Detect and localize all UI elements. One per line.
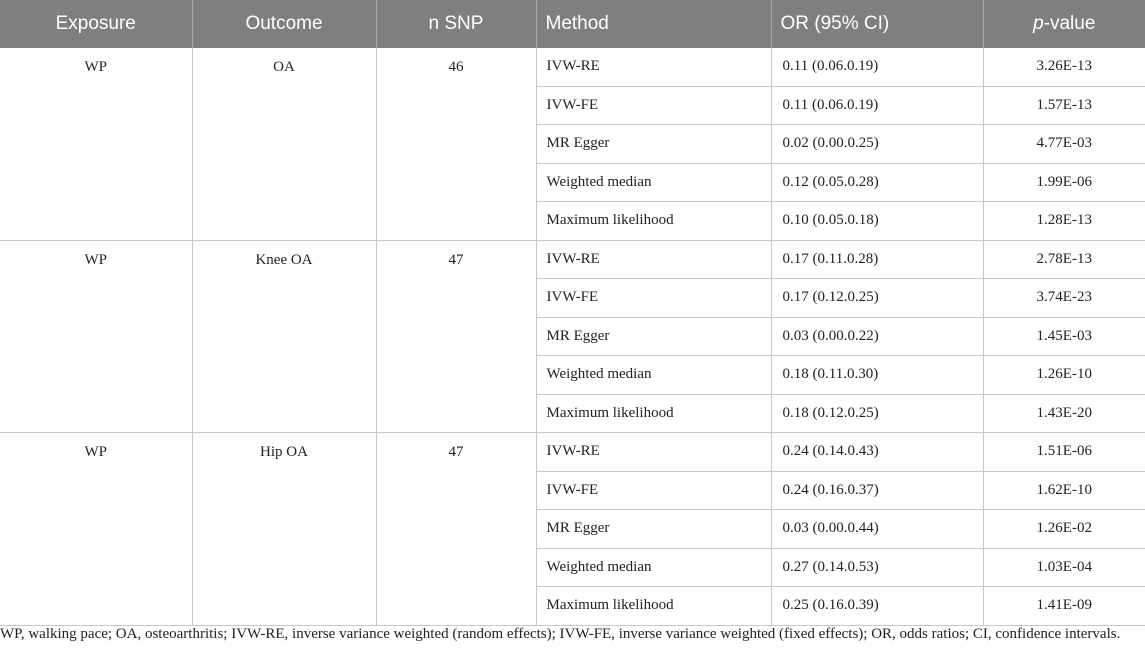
or-ci-cell: 0.18 (0.11.0.30): [771, 356, 983, 395]
method-cell: Weighted median: [536, 163, 771, 202]
p-value-cell: 1.41E-09: [983, 587, 1145, 626]
p-value-cell: 3.26E-13: [983, 48, 1145, 86]
or-ci-cell: 0.12 (0.05.0.28): [771, 163, 983, 202]
p-value-cell: 1.51E-06: [983, 433, 1145, 472]
table-footnote: WP, walking pace; OA, osteoarthritis; IVW-RE, inverse variance weighted (random effects); IVW-FE, inverse variance weighted (fixed effects); OR, odds ratios; CI, confidence intervals.: [0, 626, 1121, 642]
method-cell: MR Egger: [536, 125, 771, 164]
or-ci-cell: 0.24 (0.16.0.37): [771, 471, 983, 510]
or-ci-cell: 0.03 (0.00.0.22): [771, 317, 983, 356]
p-value-cell: 1.99E-06: [983, 163, 1145, 202]
or-ci-cell: 0.24 (0.14.0.43): [771, 433, 983, 472]
method-cell: IVW-FE: [536, 279, 771, 318]
outcome-cell: Hip OA: [192, 433, 376, 626]
header-exposure: Exposure: [0, 0, 192, 48]
method-cell: IVW-RE: [536, 240, 771, 279]
n-snp-cell: 47: [376, 240, 536, 433]
header-or-ci: OR (95% CI): [771, 0, 983, 48]
header-p-value-p: p: [1033, 13, 1044, 34]
p-value-cell: 1.57E-13: [983, 86, 1145, 125]
exposure-cell: WP: [0, 48, 192, 240]
header-method: Method: [536, 0, 771, 48]
p-value-cell: 1.03E-04: [983, 548, 1145, 587]
header-outcome: Outcome: [192, 0, 376, 48]
method-cell: IVW-RE: [536, 433, 771, 472]
or-ci-cell: 0.17 (0.12.0.25): [771, 279, 983, 318]
method-cell: Weighted median: [536, 356, 771, 395]
table-body: [0, 48, 1145, 625]
p-value-cell: 4.77E-03: [983, 125, 1145, 164]
table-row: [0, 240, 1145, 279]
header-p-value: [983, 0, 1145, 48]
header-n-snp: n SNP: [376, 0, 536, 48]
method-cell: MR Egger: [536, 510, 771, 549]
or-ci-cell: 0.03 (0.00.0.44): [771, 510, 983, 549]
or-ci-cell: 0.11 (0.06.0.19): [771, 86, 983, 125]
method-cell: MR Egger: [536, 317, 771, 356]
p-value-cell: 1.26E-10: [983, 356, 1145, 395]
n-snp-cell: 46: [376, 48, 536, 240]
p-value-cell: 3.74E-23: [983, 279, 1145, 318]
header-row: [0, 0, 1145, 48]
or-ci-cell: 0.02 (0.00.0.25): [771, 125, 983, 164]
or-ci-cell: 0.18 (0.12.0.25): [771, 394, 983, 433]
method-cell: Weighted median: [536, 548, 771, 587]
n-snp-cell: 47: [376, 433, 536, 626]
method-cell: IVW-FE: [536, 471, 771, 510]
outcome-cell: Knee OA: [192, 240, 376, 433]
p-value-cell: 1.26E-02: [983, 510, 1145, 549]
exposure-cell: WP: [0, 240, 192, 433]
p-value-cell: 1.62E-10: [983, 471, 1145, 510]
table-header: [0, 0, 1145, 48]
or-ci-cell: 0.17 (0.11.0.28): [771, 240, 983, 279]
exposure-cell: WP: [0, 433, 192, 626]
outcome-cell: OA: [192, 48, 376, 240]
p-value-cell: 1.45E-03: [983, 317, 1145, 356]
or-ci-cell: 0.27 (0.14.0.53): [771, 548, 983, 587]
header-p-value-suffix: -value: [1043, 13, 1096, 34]
p-value-cell: 1.43E-20: [983, 394, 1145, 433]
p-value-cell: 1.28E-13: [983, 202, 1145, 241]
method-cell: Maximum likelihood: [536, 587, 771, 626]
table-row: [0, 48, 1145, 86]
method-cell: Maximum likelihood: [536, 394, 771, 433]
p-value-cell: 2.78E-13: [983, 240, 1145, 279]
or-ci-cell: 0.10 (0.05.0.18): [771, 202, 983, 241]
method-cell: IVW-FE: [536, 86, 771, 125]
method-cell: Maximum likelihood: [536, 202, 771, 241]
table-row: [0, 433, 1145, 472]
or-ci-cell: 0.11 (0.06.0.19): [771, 48, 983, 86]
or-ci-cell: 0.25 (0.16.0.39): [771, 587, 983, 626]
method-cell: IVW-RE: [536, 48, 771, 86]
